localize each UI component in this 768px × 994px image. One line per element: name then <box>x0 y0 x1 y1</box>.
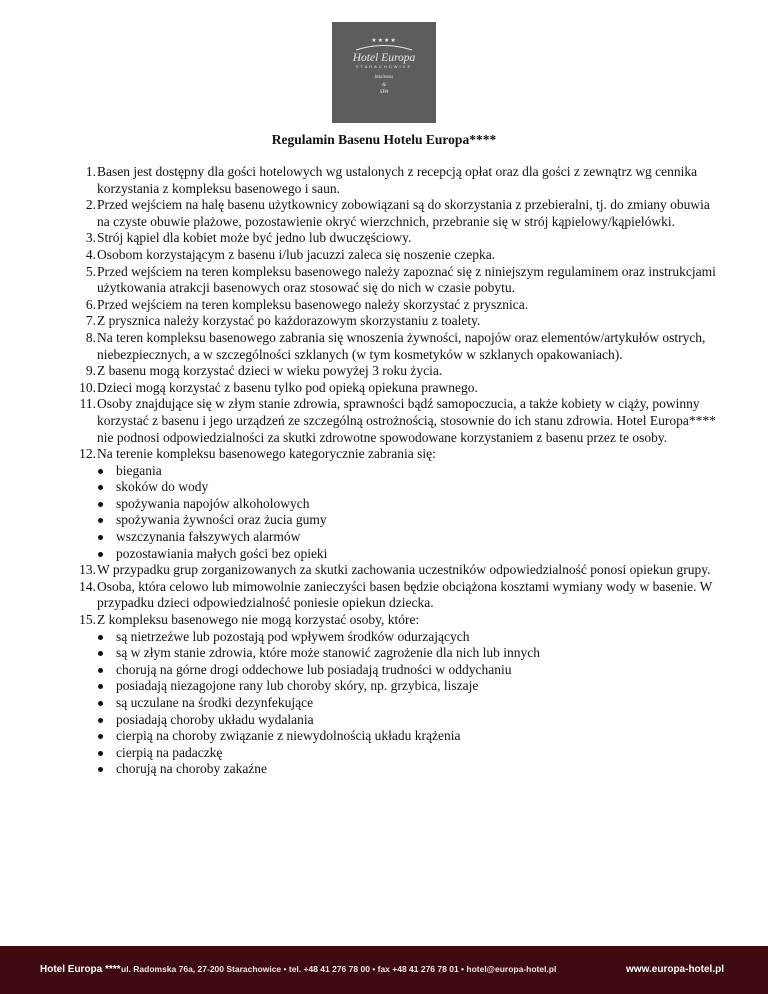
rule-subitem-text: biegania <box>116 462 162 478</box>
rule-text: Osobom korzystającym z basenu i/lub jacuzzi zaleca się noszenie czepka. <box>97 246 496 262</box>
rule-text: Przed wejściem na teren kompleksu basenowego należy zapoznać się z niniejszym regulaminem oraz instrukcjami użytkowania atrakcji basenowych oraz stosować się do nich w czasie pobytu. <box>97 263 716 296</box>
bullet-icon <box>98 734 103 739</box>
rule-subitem <box>97 546 724 563</box>
rule-item <box>24 446 724 562</box>
rule-item <box>24 313 724 330</box>
bullet-icon <box>98 651 103 656</box>
rule-item <box>24 363 724 380</box>
rule-item <box>24 164 724 197</box>
footer-website-link[interactable]: www.europa-hotel.pl <box>626 964 724 975</box>
rule-item <box>24 562 724 579</box>
logo-tagline-line: & <box>381 81 387 88</box>
rule-number: 4. <box>85 246 96 262</box>
rule-number: 10. <box>79 379 96 395</box>
bullet-icon <box>98 535 103 540</box>
rule-subitem-text: spożywania napojów alkoholowych <box>116 495 310 511</box>
rule-number: 8. <box>85 329 96 345</box>
rule-subitem <box>97 745 724 762</box>
logo-tagline-line: SPA <box>379 89 389 95</box>
rule-sublist <box>97 463 724 563</box>
document-title: Regulamin Basenu Hotelu Europa**** <box>271 132 497 147</box>
rule-number: 13. <box>79 562 96 578</box>
rule-number: 2. <box>85 197 96 213</box>
rule-subitem <box>97 479 724 496</box>
rule-subitem-text: wszczynania fałszywych alarmów <box>116 529 301 545</box>
rule-subitem-text: posiadają niezagojone rany lub choroby skóry, np. grzybica, liszaje <box>116 678 479 694</box>
rule-text: Przed wejściem na teren kompleksu basenowego należy skorzystać z prysznica. <box>97 296 529 312</box>
rule-subitem <box>97 645 724 662</box>
rule-subitem-text: cierpią na padaczkę <box>116 744 223 760</box>
rule-sublist <box>97 629 724 778</box>
rule-text: Osoba, która celowo lub mimowolnie zanieczyści basen będzie obciążona kosztami wymiany wody w basenie. W przypadku dzieci odpowiedzialność poniesie opiekun dziecka. <box>97 578 713 611</box>
rule-item <box>24 396 724 446</box>
rule-number: 7. <box>85 313 96 329</box>
logo-tagline-line: business <box>374 74 394 80</box>
rule-number: 11. <box>79 396 96 412</box>
rule-text: Z prysznica należy korzystać po każdorazowym skorzystaniu z toalety. <box>97 313 481 329</box>
rule-subitem-text: chorują na górne drogi oddechowe lub posiadają trudności w oddychaniu <box>116 661 512 677</box>
footer-bar <box>0 946 768 994</box>
rule-text: Przed wejściem na halę basenu użytkownicy zobowiązani są do skorzystania z przebieralni, tj. do zmiany obuwia na czyste obuwie plażowe, pozostawienie okryć wierzchnich, przebranie się w strój kąpielowy/kąpielówki. <box>97 197 710 229</box>
bullet-icon <box>98 635 103 640</box>
rule-item <box>24 247 724 264</box>
rule-text: W przypadku grup zorganizowanych za skutki zachowania uczestników odpowiedzialność ponosi opiekun grupy. <box>97 562 711 578</box>
bullet-icon <box>98 701 103 706</box>
rule-subitem-text: skoków do wody <box>116 479 209 495</box>
rule-text: Z kompleksu basenowego nie mogą korzystać osoby, które: <box>97 612 420 628</box>
logo-city: STARACHOWICE <box>355 64 413 69</box>
rules-list <box>24 164 724 778</box>
rule-subitem-text: cierpią na choroby związanie z niewydolnością układu krążenia <box>116 728 461 744</box>
rule-text: Na terenie kompleksu basenowego kategorycznie zabrania się: <box>97 446 436 462</box>
rule-item <box>24 197 724 230</box>
bullet-icon <box>98 485 103 490</box>
rule-item <box>24 380 724 397</box>
rule-subitem <box>97 712 724 729</box>
rule-number: 14. <box>79 578 96 594</box>
rule-subitem-text: są uczulane na środki dezynfekujące <box>116 695 314 710</box>
rule-subitem <box>97 662 724 679</box>
rule-item <box>24 612 724 778</box>
rule-subitem <box>97 695 724 712</box>
bullet-icon <box>98 668 103 673</box>
bullet-icon <box>98 502 103 507</box>
rule-number: 1. <box>85 164 96 179</box>
rule-number: 15. <box>79 612 96 628</box>
bullet-icon <box>98 751 103 756</box>
rule-number: 6. <box>85 296 96 312</box>
bullet-icon <box>98 469 103 474</box>
rule-subitem-text: są nietrzeźwe lub pozostają pod wpływem środków odurzających <box>116 628 470 644</box>
rule-subitem <box>97 496 724 513</box>
rule-text: Basen jest dostępny dla gości hotelowych wg ustalonych z recepcją opłat oraz dla gości z zewnątrz wg cennika korzystania z kompleksu basenowego i saun. <box>97 164 698 196</box>
bullet-icon <box>98 684 103 689</box>
logo-tagline <box>332 74 436 97</box>
rule-text: Na teren kompleksu basenowego zabrania się wnoszenia żywności, napojów oraz elementów/artykułów ostrych, niebezpiecznych, a w szczególności szklanych (w tym kosmetyków w szklanych opakowaniach). <box>97 329 706 362</box>
rule-subitem <box>97 512 724 529</box>
rule-subitem <box>97 678 724 695</box>
rule-text: Osoby znajdujące się w złym stanie zdrowia, sprawności bądź samopoczucia, a także kobiety w ciąży, powinny korzystać z basenu i jego urządzeń ze szczególną ostrożnością, stosownie do ich stanu zdrowia. Hotel Europa**** nie podnosi odpowiedzialności za skutki zdrowotne spowodowane korzystaniem z basenu przez te osoby. <box>97 396 716 445</box>
bullet-icon <box>98 552 103 557</box>
rule-subitem <box>97 629 724 646</box>
rule-subitem <box>97 728 724 745</box>
rule-subitem-text: spożywania żywności oraz żucia gumy <box>116 512 327 528</box>
rule-subitem-text: pozostawiania małych gości bez opieki <box>116 545 328 561</box>
rule-text: Strój kąpiel dla kobiet może być jedno lub dwuczęściowy. <box>97 230 412 246</box>
rule-subitem-text: są w złym stanie zdrowia, które może stanowić zagrożenie dla nich lub innych <box>116 645 540 661</box>
footer-contact: ul. Radomska 76a, 27-200 Starachowice • tel. +48 41 276 78 00 • fax +48 41 276 78 01 • hotel@europa-hotel.pl <box>121 964 557 974</box>
rule-item <box>24 330 724 363</box>
hotel-logo <box>332 22 436 123</box>
rule-number: 3. <box>85 230 96 246</box>
rule-subitem <box>97 761 724 778</box>
rule-item <box>24 264 724 297</box>
rule-item <box>24 579 724 612</box>
rule-subitem <box>97 463 724 480</box>
rule-item <box>24 297 724 314</box>
rule-text: Dzieci mogą korzystać z basenu tylko pod opieką opiekuna prawnego. <box>97 379 478 395</box>
rule-text: Z basenu mogą korzystać dzieci w wieku powyżej 3 roku życia. <box>97 363 443 379</box>
bullet-icon <box>98 767 103 772</box>
rule-subitem-text: posiadają choroby układu wydalania <box>116 711 314 727</box>
rule-subitem-text: chorują na choroby zakaźne <box>116 761 268 777</box>
rule-number: 5. <box>85 263 96 279</box>
footer-brand: Hotel Europa **** <box>40 964 121 975</box>
rule-number: 9. <box>85 363 96 379</box>
rule-number: 12. <box>79 446 96 462</box>
bullet-icon <box>98 518 103 523</box>
logo-hotel-name: Hotel Europa <box>352 52 416 64</box>
logo-stars: ★★★★ <box>371 38 397 44</box>
rule-subitem <box>97 529 724 546</box>
roof-icon <box>354 44 414 51</box>
bullet-icon <box>98 718 103 723</box>
rule-item <box>24 230 724 247</box>
